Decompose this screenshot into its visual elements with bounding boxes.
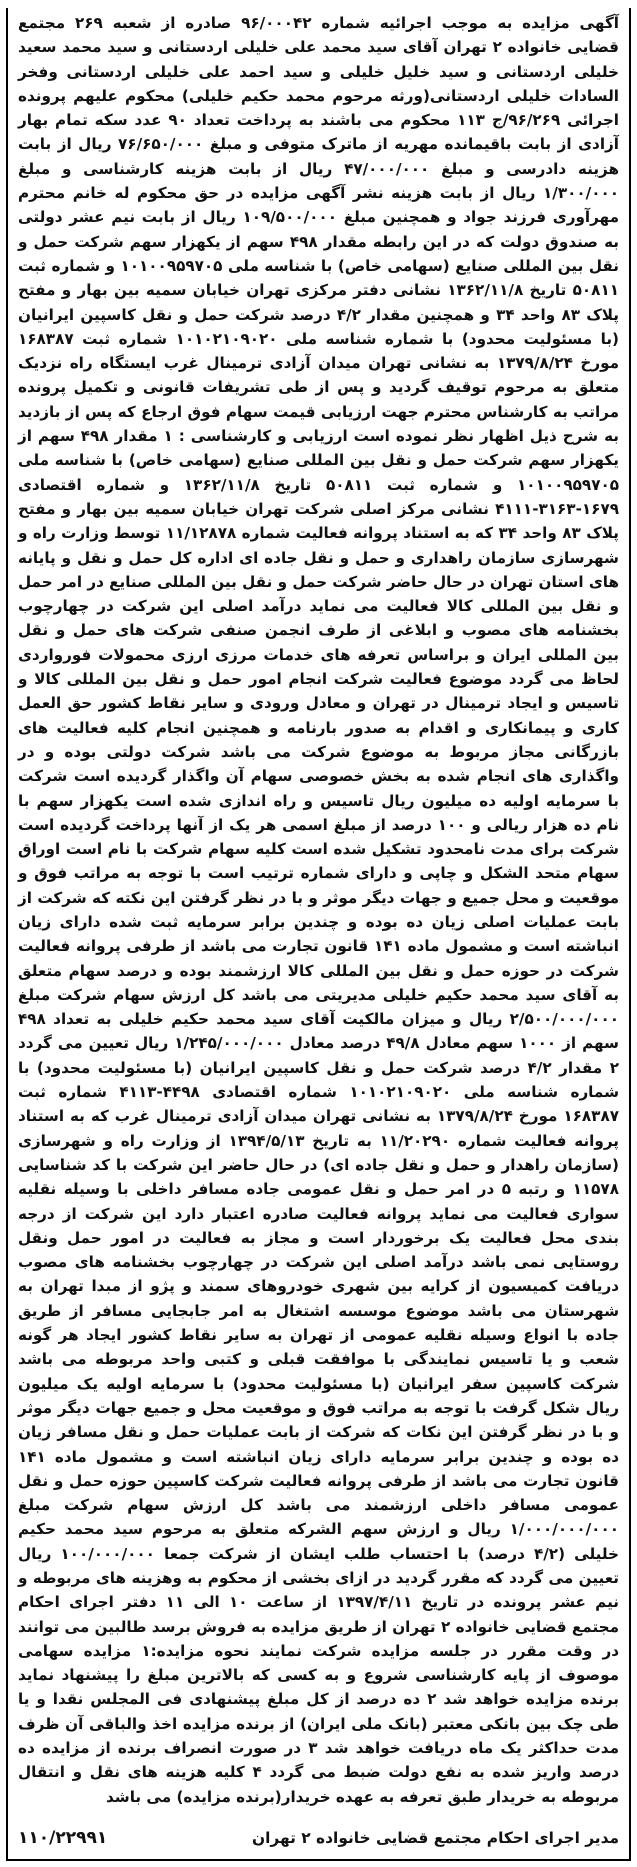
auction-notice xyxy=(6,8,631,1861)
notice-number: ۱۱۰/۲۲۹۹۱ xyxy=(18,1828,108,1848)
notice-paragraph: آگهی مزایده به موجب اجرائیه شماره ۹۶/۰۰۰۴۲ صادره از شعبه ۲۶۹ مجتمع قضایی خانواده ۲ تهران آقای سید محمد علی خلیلی اردستانی و سید محمد سعید خلیلی اردستانی و سید خلیل خلیلی و سید احمد علی خلیلی اردستانی وفخر السادات خلیلی اردستانی(ورثه مرحوم محمد حکیم خلیلی) محکوم علیهم پرونده اجرائی ۹۶/۲۶۹/ج ۱۱۳ محکوم می باشند به پرداخت تعداد ۹۰ عدد سکه تمام بهار آزادی از بابت باقیمانده مهریه از ماترک متوفی و مبلغ ۷۶/۶۵۰/۰۰۰ ریال از بابت هزینه دادرسی و مبلغ ۴۷/۰۰۰/۰۰۰ ریال از بابت هزینه کارشناسی و مبلغ ۱/۳۰۰/۰۰۰ ریال از بابت هزینه نشر آگهی مزایده در حق محکوم له خانم محترم مهرآوری فرزند جواد و همچنین مبلغ ۱۰۹/۵۰۰/۰۰۰ ریال از بابت نیم عشر دولتی به صندوق دولت که در این رابطه مقدار ۴۹۸ سهم از یکهزار سهم شرکت حمل و نقل بین المللی صنایع (سهامی خاص) با شناسه ملی ۱۰۱۰۰۹۵۹۷۰۵ و شماره ثبت ۵۰۸۱۱ تاریخ ۱۳۶۲/۱۱/۸ نشانی دفتر مرکزی تهران خیابان سمیه بین بهار و مفتح پلاک ۸۳ واحد ۳۴ و همچنین مقدار ۴/۲ درصد شرکت حمل و نقل کاسپین ایرانیان (با مسئولیت محدود) با شماره شناسه ملی ۱۰۱۰۲۱۰۹۰۲۰ شماره ثبت ۱۶۸۳۸۷ مورخ ۱۳۷۹/۸/۲۴ به نشانی تهران میدان آزادی ترمینال غرب ایستگاه راه نزدیک متعلق به مرحوم توقیف گردید و پس از طی تشریفات قانونی و تکمیل پرونده مراتب به کارشناس محترم جهت ارزیابی قیمت سهام فوق ارجاع که پس از بازدید به شرح ذیل اظهار نظر نموده است ارزیابی و کارشناسی : ۱ مقدار ۴۹۸ سهم از یکهزار سهم شرکت حمل و نقل بین المللی صنایع (سهامی خاص) با شناسه ملی ۱۰۱۰۰۹۵۹۷۰۵ و شماره ثبت ۵۰۸۱۱ تاریخ ۱۳۶۲/۱۱/۸ و شماره اقتصادی ۱۶۷۹-۳۱۶۳-۴۱۱۱ نشانی مرکز اصلی شرکت تهران خیابان سمیه بین بهار و مفتح پلاک ۸۳ واحد ۳۴ که به استناد پروانه فعالیت شماره ۱۱/۱۲۸۷۸ توسط وزارت راه و شهرسازی سازمان راهداری و حمل و نقل جاده ای اداره کل حمل و نقل و پایانه های استان تهران در حال حاضر شرکت حمل و نقل بین المللی صنایع در امر حمل و نقل بین المللی کالا فعالیت می نماید درآمد اصلی این شرکت در چهارچوب بخشنامه های مصوب و ابلاغی از طرف انجمن صنفی شرکت های حمل و نقل بین المللی ایران و براساس تعرفه های خدمات مرزی ارزی محمولات فورواردی لحاظ می گردد موضوع فعالیت شرکت انجام امور حمل و نقل بین المللی کالا و تاسیس و ایجاد ترمینال در تهران و معادل ورودی و سایر نقاط کشور حق العمل کاری و پیمانکاری و اقدام به صدور بارنامه و همچنین انجام کلیه فعالیت های بازرگانی مجاز مربوط به موضوع شرکت می باشد شرکت دولتی بوده و در واگذاری های انجام شده به بخش خصوصی سهام آن واگذار گردیده است شرکت با سرمایه اولیه ده میلیون ریال تاسیس و راه اندازی شده است یکهزار سهم با نام ده هزار ریالی و ۱۰۰ درصد از مبلغ اسمی هر یک از آنها پرداخت گردیده است شرکت برای مدت نامحدود تشکیل شده است کلیه سهام شرکت با نام است اوراق سهام متحد الشکل و چاپی و دارای شماره ترتیب است با توجه به مراتب فوق و موقعیت و محل جمیع و جهات دیگر موثر و با در نظر گرفتن این نکته که شرکت از بابت عملیات اصلی زیان ده بوده و چندین برابر سرمایه ثبت شده دارای زیان انباشته است و مشمول ماده ۱۴۱ قانون تجارت می باشد از طرفی پروانه فعالیت شرکت در حوزه حمل و نقل بین المللی کالا ارزشمند بوده و درصد سهام متعلق به آقای سید محمد حکیم خلیلی مدیریتی می باشد کل ارزش سهام شرکت مبلغ ۲/۵۰۰/۰۰۰/۰۰۰ ریال و میزان مالکیت آقای سید محمد حکیم خلیلی به تعداد ۴۹۸ سهم از ۱۰۰۰ سهم معادل ۴۹/۸ درصد معادل ۱/۲۴۵/۰۰۰/۰۰۰ ریال تعیین می گردد ۲ مقدار ۴/۲ درصد شرکت حمل و نقل کاسپین ایرانیان (با مسئولیت محدود) با شماره شناسه ملی ۱۰۱۰۲۱۰۹۰۲۰ شماره اقتصادی ۴۴۹۸-۴۱۱۳ شماره ثبت ۱۶۸۳۸۷ مورخ ۱۳۷۹/۸/۲۴ به نشانی تهران میدان آزادی ترمینال غرب که به استناد پروانه فعالیت شماره ۱۱/۲۰۲۹۰ به تاریخ ۱۳۹۴/۵/۱۳ از وزارت راه و شهرسازی (سازمان راهدار و حمل و نقل جاده ای) در حال حاضر این شرکت با کد شناسایی ۱۱۵۷۸ و رتبه ۵ در امر حمل و نقل عمومی جاده مسافر داخلی با وسیله نقلیه سواری فعالیت می نماید پروانه فعالیت صادره اعتبار دارد این شرکت از درجه بندی محل فعالیت یک برخوردار است و مجاز به فعالیت در امور حمل ونقل روستایی نمی باشد درآمد اصلی این شرکت در چهارچوب بخشنامه های مصوب دریافت کمیسیون از کرایه بین شهری خودروهای سمند و پژو از مبدا تهران به شهرستان می باشد موضوع موسسه اشتغال به امر جابجایی مسافر از طریق جاده با انواع وسیله نقلیه عمومی از تهران به سایر نقاط کشور ایجاد هر گونه شعب و یا تاسیس نمایندگی با موافقت قبلی و کتبی واحد مربوطه می باشد شرکت کاسپین سفر ایرانیان (با مسئولیت محدود) با سرمایه اولیه یک میلیون ریال شکل گرفت با توجه به مراتب فوق و موقعیت محل و جمیع جهات دیگر موثر و با در نظر گرفتن این نکات که شرکت از بابت عملیات حمل و نقل مسافر زیان ده بوده و چندین برابر سرمایه دارای زیان انباشته است و مشمول ماده ۱۴۱ قانون تجارت می باشد از طرفی پروانه فعالیت شرکت کاسپین حوزه حمل و نقل عمومی مسافر داخلی ارزشمند می باشد کل ارزش سهام شرکت مبلغ ۱/۰۰۰/۰۰۰/۰۰۰ ریال و ارزش سهم الشرکه متعلق به مرحوم سید محمد حکیم خلیلی (۴/۲ درصد) با احتساب طلب ایشان از شرکت جمعا ۱۰۰/۰۰۰/۰۰۰ ریال تعیین می گردد که مقرر گردید در ازای بخشی از محکوم به وهزینه های مربوطه و نیم عشر پرونده در تاریخ ۱۳۹۷/۴/۱۱ از ساعت ۱۰ الی ۱۱ دفتر اجرای احکام مجتمع قضایی خانواده ۲ تهران از طریق مزایده به فروش برسد طالبین می توانند در وقت مقرر در جلسه مزایده شرکت نمایند نحوه مزایده:۱ مزایده سهامی موصوف از پایه کارشناسی شروع و به کسی که بالاترین مبلغ را پیشنهاد نماید برنده مزایده خواهد شد ۲ ده درصد از کل مبلغ پیشنهادی فی المجلس نقدا و یا طی چک بین بانکی معتبر (بانک ملی ایران) از برنده مزایده اخذ والباقی آن ظرف مدت حداکثر یک ماه دریافت خواهد شد ۳ در صورت انصراف برنده از مزایده ده درصد واریز شده به نفع دولت ضبط می گردد ۴ کلیه هزینه های نقل و انتقال مربوطه به خریدار طبق تعرفه به عهده خریدار(برنده مزایده) می باشد xyxy=(18,14,620,1806)
signature-line: مدیر اجرای احکام مجتمع قضایی خانواده ۲ تهران xyxy=(252,1829,619,1847)
notice-footer xyxy=(18,1823,619,1853)
notice-body xyxy=(18,11,619,1809)
